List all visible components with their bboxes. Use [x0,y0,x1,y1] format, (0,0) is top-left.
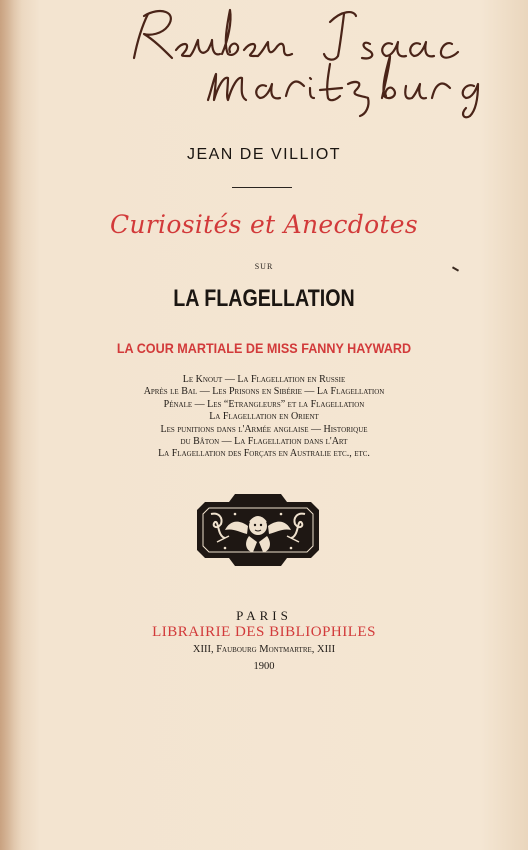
printers-ornament-icon [195,492,321,568]
imprint-publisher: LIBRAIRIE DES BIBLIOPHILES [152,624,376,640]
decorative-rule [232,187,292,188]
author-name: JEAN DE VILLIOT [186,146,342,163]
contents-line: Les punitions dans l'Armée anglaise — Historique [160,423,368,435]
main-title: LA FLAGELLATION [173,285,355,312]
imprint-year: 1900 [253,661,275,672]
subtitle: LA COUR MARTIALE DE MISS FANNY HAYWARD [116,340,412,356]
contents-line: Pénale — Les “Etrangleurs” et la Flagellation [163,398,365,410]
contents-line: La Flagellation des Forçats en Australie etc., etc. [158,448,370,460]
contents-line: Après le Bal — Les Prisons en Sibérie — La Flagellation [143,386,385,398]
imprint-city: PARIS [236,608,292,623]
imprint-address: XIII, Faubourg Montmartre, XIII [192,644,336,655]
contents-line: La Flagellation en Orient [209,411,319,423]
contents-list [0,374,528,461]
contents-line: du Bâton — La Flagellation dans l'Art [180,436,348,448]
handwritten-signature [120,0,520,120]
title-connector: SUR [254,262,274,271]
contents-line: Le Knout — La Flagellation en Russie [182,374,346,385]
book-title: Curiosités et Anecdotes [109,210,419,239]
